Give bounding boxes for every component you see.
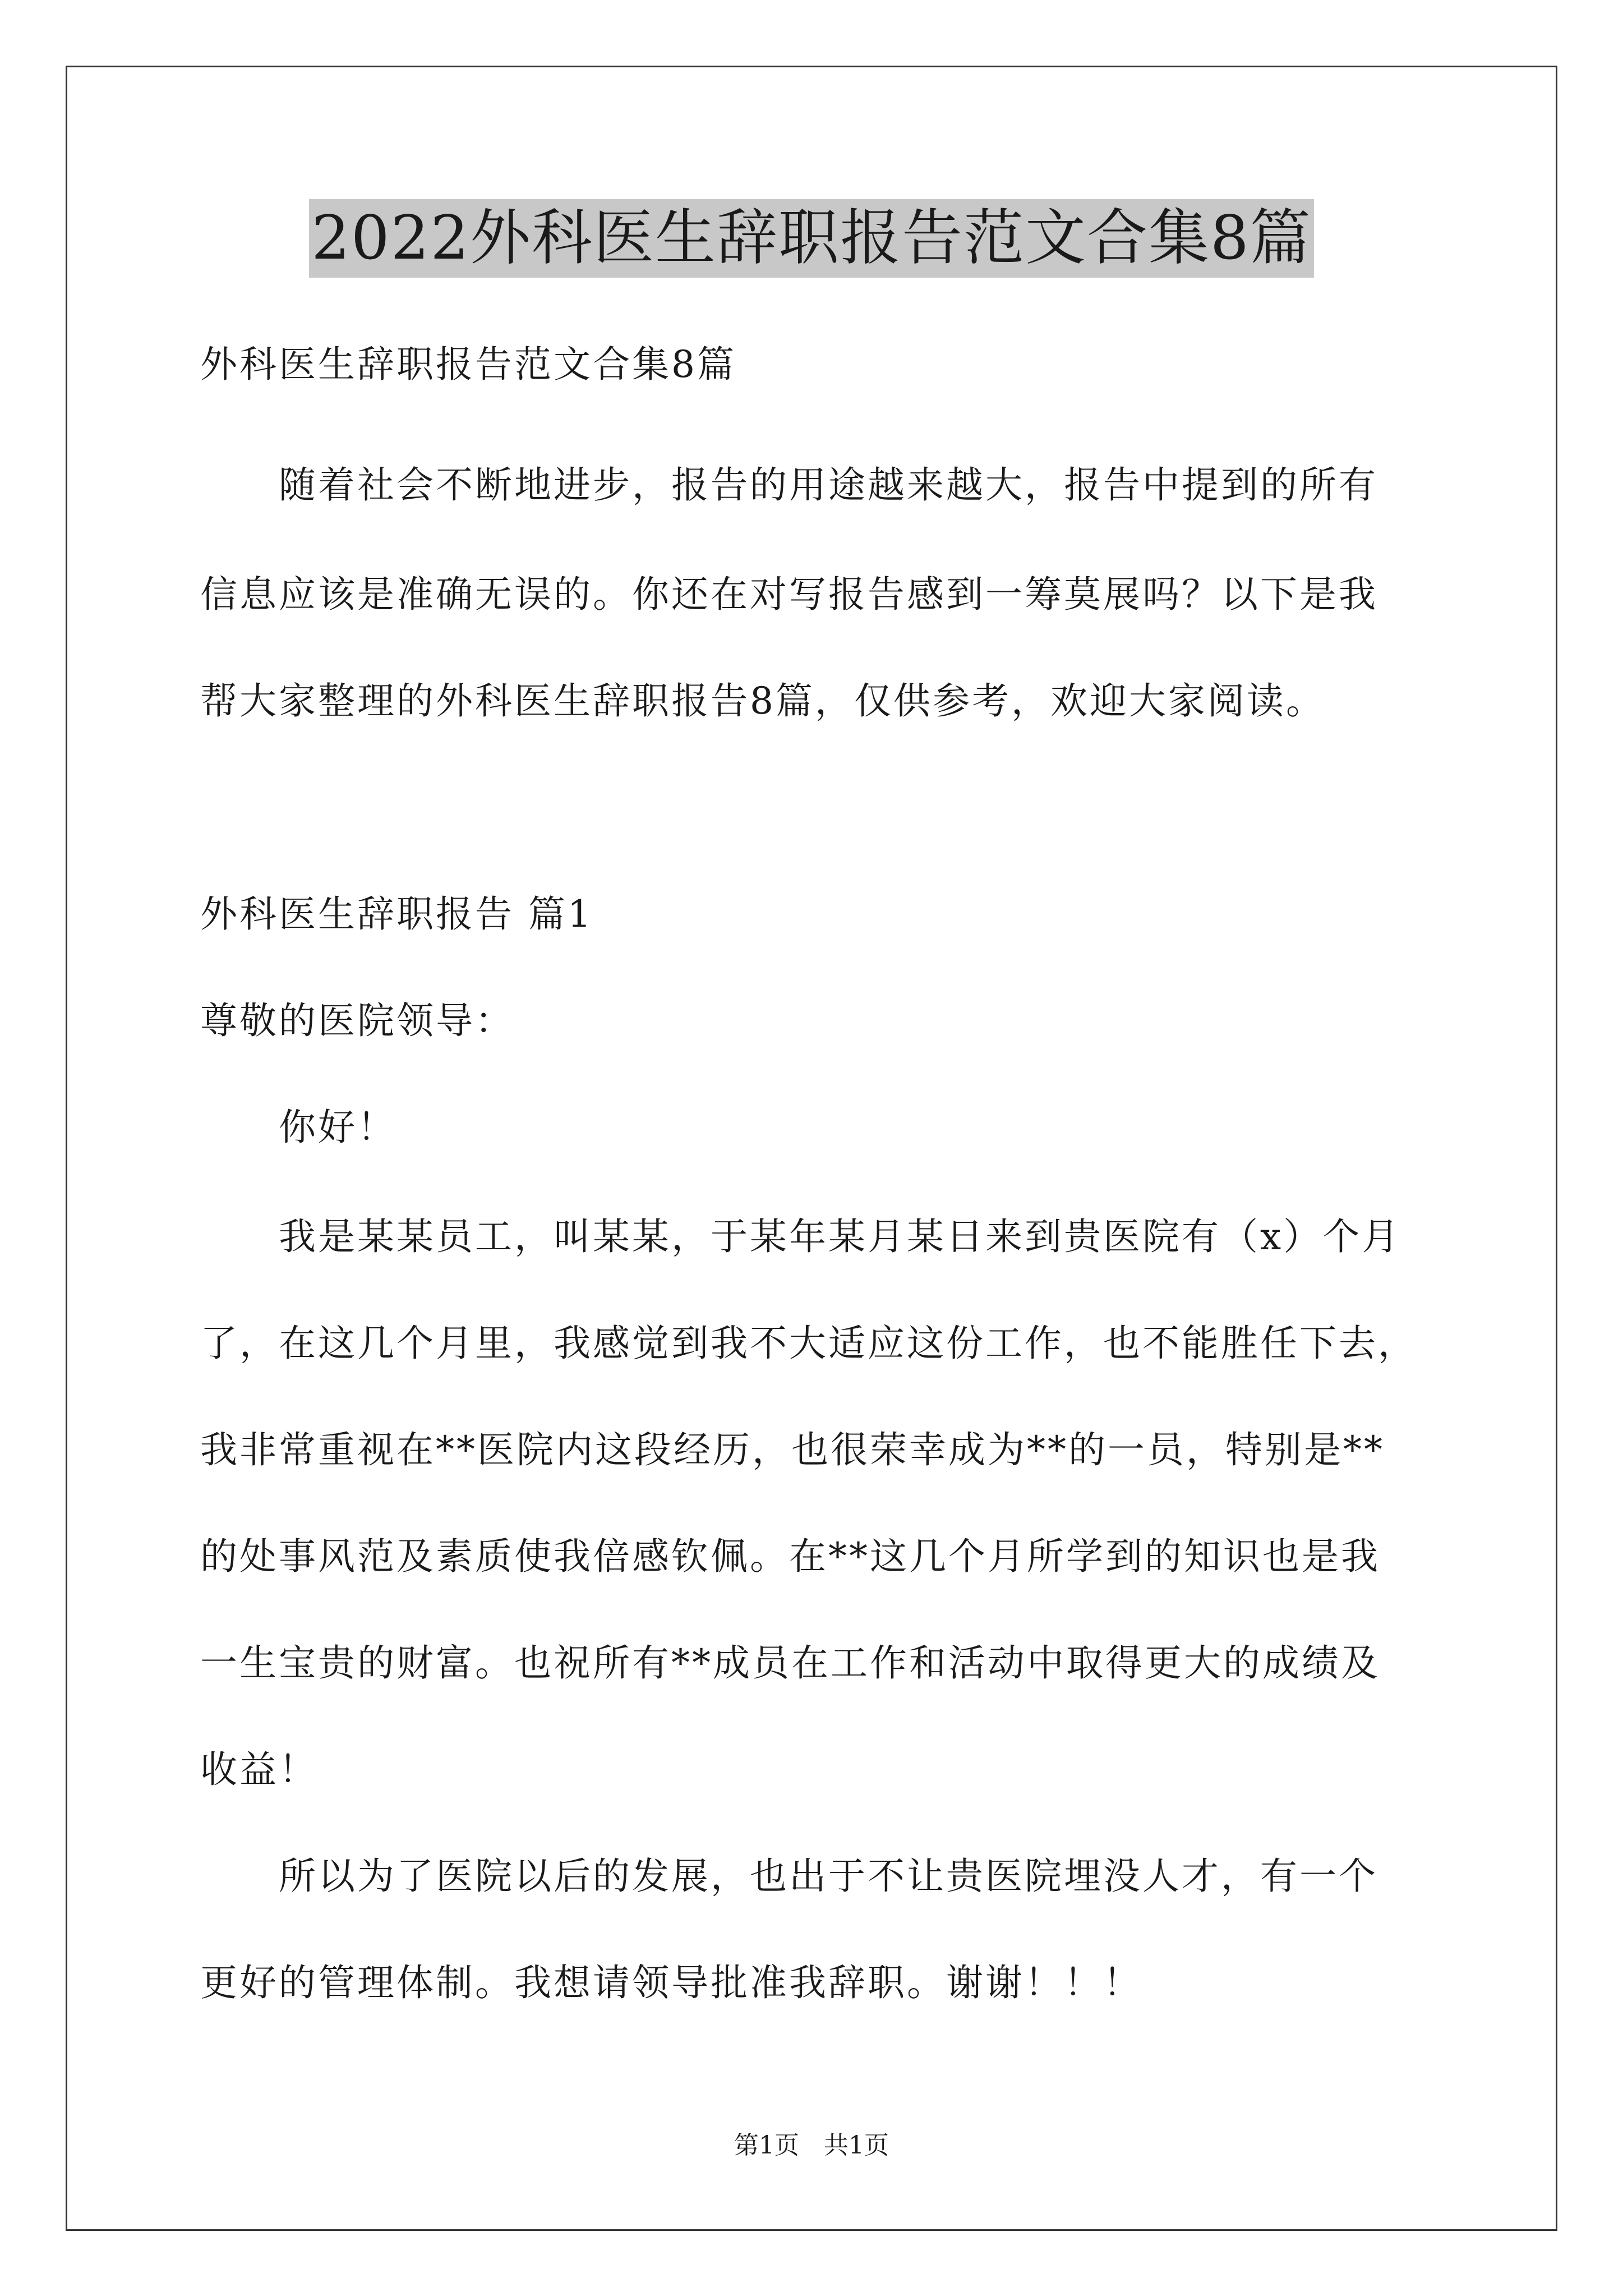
document-title: 2022外科医生辞职报告范文合集8篇 <box>309 199 1314 278</box>
paragraph-line: 更好的管理体制。我想请领导批准我辞职。谢谢！！！ <box>200 1961 1142 2004</box>
page-footer: 第1页 共1页 <box>734 2131 889 2160</box>
subtitle-line: 外科医生辞职报告范文合集8篇 <box>200 343 736 386</box>
paragraph-line: 所以为了医院以后的发展，也出于不让贵医院埋没人才，有一个 <box>200 1855 1378 1898</box>
title-container <box>0 199 1623 278</box>
paragraph-line: 的处事风范及素质使我倍感钦佩。在**这几个月所学到的知识也是我 <box>200 1535 1380 1578</box>
paragraph-line: 我非常重视在**医院内这段经历，也很荣幸成为**的一员，特别是** <box>200 1428 1385 1471</box>
paragraph-line: 了，在这几个月里，我感觉到我不大适应这份工作，也不能胜任下去， <box>200 1322 1417 1365</box>
salutation-line: 尊敬的医院领导： <box>200 999 514 1042</box>
paragraph-line: 收益！ <box>200 1748 318 1791</box>
paragraph-line: 帮大家整理的外科医生辞职报告8篇，仅供参考，欢迎大家阅读。 <box>200 679 1325 723</box>
paragraph-line: 随着社会不断地进步，报告的用途越来越大，报告中提到的所有 <box>200 463 1378 507</box>
greeting-line: 你好！ <box>200 1106 396 1149</box>
paragraph-line: 信息应该是准确无误的。你还在对写报告感到一筹莫展吗？以下是我 <box>200 573 1378 616</box>
paragraph-line: 一生宝贵的财富。也祝所有**成员在工作和活动中取得更大的成绩及 <box>200 1641 1380 1685</box>
paragraph-line: 我是某某员工，叫某某，于某年某月某日来到贵医院有（x）个月 <box>200 1215 1401 1258</box>
section-heading: 外科医生辞职报告 篇1 <box>200 892 593 936</box>
